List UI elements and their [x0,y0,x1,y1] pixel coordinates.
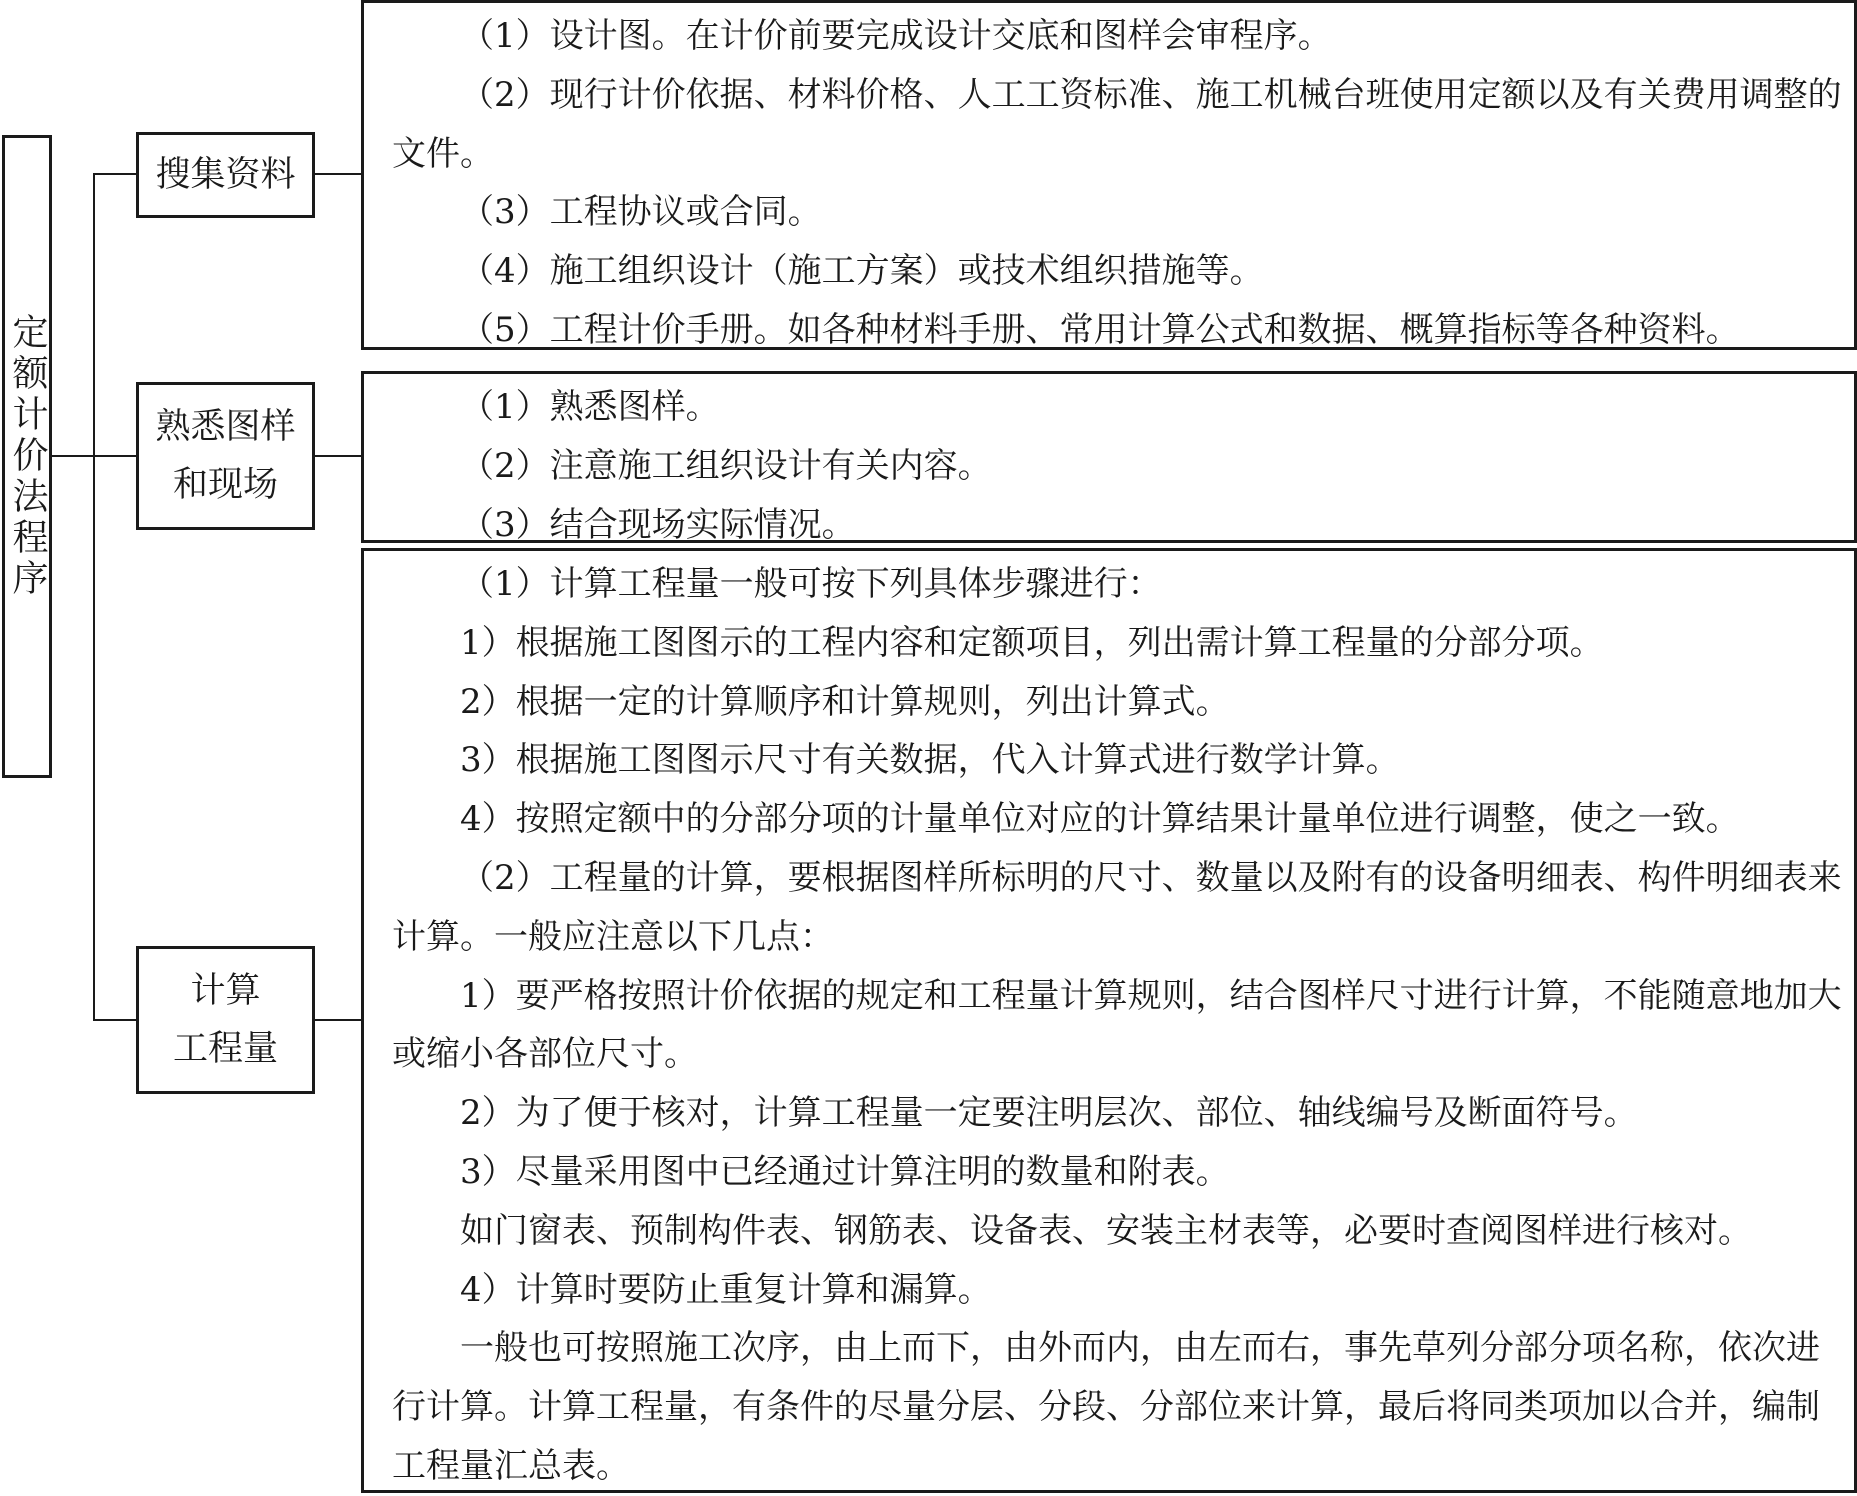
content-paragraph: （1）熟悉图样。 [460,387,720,427]
root-title: 定额计价法程序 [7,313,48,600]
content-paragraph: 4）计算时要防止重复计算和漏算。 [460,1269,992,1310]
content-paragraph: （1）设计图。在计价前要完成设计交底和图样会审程序。 [460,16,1332,56]
connector-branch-1 [93,173,136,175]
category-box-study-drawings [136,382,315,530]
content-paragraph: 1）要严格按照计价依据的规定和工程量计算规则，结合图样尺寸进行计算，不能随意地加大或缩小各部位尺寸。 [392,975,1842,1075]
connector-content-3 [315,1019,361,1021]
category-box-calc-quantities [136,946,315,1094]
content-paragraph: （3）工程协议或合同。 [460,192,822,233]
category-label-line-1: 熟悉图样 [155,407,296,447]
connector-trunk [93,173,95,1020]
category-label: 搜集资料 [155,155,296,195]
connector-root [52,455,94,457]
content-paragraph: （4）施工组织设计（施工方案）或技术组织措施等。 [460,251,1264,292]
content-paragraph: 4）按照定额中的分部分项的计量单位对应的计算结果计量单位进行调整，使之一致。 [460,799,1740,840]
content-paragraph: 一般也可按照施工次序，由上而下，由外而内，由左而右，事先草列分部分项名称，依次进行计算。计算工程量，有条件的尽量分层、分段、分部位来计算，最后将同类项加以合并，编制工程量汇总表。 [392,1328,1820,1486]
content-paragraph: 2）为了便于核对，计算工程量一定要注明层次、部位、轴线编号及断面符号。 [460,1093,1638,1134]
connector-branch-2 [93,455,136,457]
content-paragraph: 2）根据一定的计算顺序和计算规则，列出计算式。 [460,681,1230,722]
content-paragraph: （5）工程计价手册。如各种材料手册、常用计算公式和数据、概算指标等各种资料。 [460,309,1740,350]
connector-branch-3 [93,1019,136,1021]
category-label-line-2: 工程量 [172,1029,278,1069]
content-paragraph: （2）现行计价依据、材料价格、人工工资标准、施工机械台班使用定额以及有关费用调整的文件。 [392,74,1842,174]
content-paragraph: 3）根据施工图图示尺寸有关数据，代入计算式进行数学计算。 [460,740,1400,781]
content-box-study-drawings [361,371,1857,543]
content-paragraph: 3）尽量采用图中已经通过计算注明的数量和附表。 [460,1151,1230,1192]
content-paragraph: （3）结合现场实际情况。 [460,504,856,545]
content-paragraph: 1）根据施工图图示的工程内容和定额项目，列出需计算工程量的分部分项。 [460,622,1604,663]
category-label-line-2: 和现场 [172,465,278,505]
category-label-line-1: 计算 [190,971,261,1011]
content-paragraph: 如门窗表、预制构件表、钢筋表、设备表、安装主材表等，必要时查阅图样进行核对。 [460,1210,1752,1251]
content-box-calc-quantities [361,548,1857,1493]
content-paragraph: （1）计算工程量一般可按下列具体步骤进行： [460,564,1162,604]
connector-content-1 [315,173,361,175]
root-box [2,135,52,778]
connector-content-2 [315,455,361,457]
content-box-collect-materials [361,0,1857,350]
content-paragraph: （2）注意施工组织设计有关内容。 [460,445,992,486]
category-box-collect-materials [136,132,315,218]
content-paragraph: （2）工程量的计算，要根据图样所标明的尺寸、数量以及附有的设备明细表、构件明细表来计算。一般应注意以下几点： [392,857,1842,957]
